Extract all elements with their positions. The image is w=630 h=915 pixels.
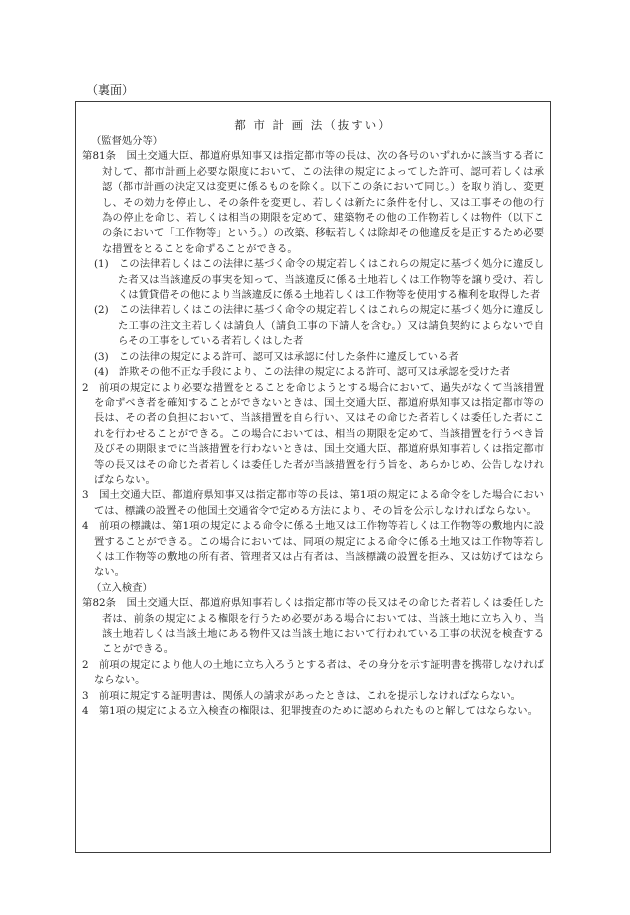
article-82-paragraph-4: 4 第1項の規定による立入検査の権限は、犯罪捜査のために認められたものと解してはならない。	[82, 705, 538, 718]
page-side-label: （裏面）	[86, 83, 135, 97]
article-81-item-3: (3) この法律の規定による許可、認可又は承認に付した条件に違反している者	[94, 350, 459, 363]
article-caption: （監督処分等）	[91, 135, 164, 147]
article-81: 第81条 国土交通大臣、都道府県知事又は指定都市等の長は、次の各号のいずれかに該当する者に対して、都市計画上必要な限度において、この法律の規定によってした許可、認可若しくは承認（都市計画の決定又は変更に係るものを除く。以下この条において同じ。）を取り消し、変更し、その効力を停止し、その条件を変更し、若しくは新たに条件を付し、又は工事その他の行為の停止を命じ、若しくは相当の期限を定めて、建築物その他の工作物若しくは物件（以下この条において「工作物等」という。）の改築、移転若しくは除却その他違反を是正するため必要な措置をとることを命ずることができる。	[82, 150, 544, 255]
article-81-item-1: (1) この法律若しくはこの法律に基づく命令の規定若しくはこれらの規定に基づく処分に違反した者又は当該違反の事実を知って、当該違反に係る土地若しくは工作物等を譲り受け、若しくは賃貸借その他により当該違反に係る土地若しくは工作物等を使用する権利を取得した者	[94, 258, 544, 302]
article-82-paragraph-3: 3 前項に規定する証明書は、関係人の請求があったときは、これを提示しなければならない。	[82, 689, 521, 702]
section-supervisory-disposition	[82, 134, 544, 581]
section-on-site-inspection	[82, 581, 544, 720]
article-82: 第82条 国土交通大臣、都道府県知事若しくは指定都市等の長又はその命じた者若しくは委任した者は、前条の規定による権限を行うため必要がある場合においては、当該土地に立ち入り、当該土地若しくは当該土地にある物件又は当該土地において行われている工事の状況を検査することができる。	[82, 597, 544, 656]
article-81-paragraph-2: 2 前項の規定により必要な措置をとることを命じようとする場合において、過失がなくて当該措置を命ずべき者を確知することができないときは、国土交通大臣、都道府県知事又は指定都市等の長は、その者の負担において、当該措置を自ら行い、又はその命じた者若しくは委任した者にこれを行わせることができる。この場合においては、相当の期限を定めて、当該措置を行うべき旨及びその期限までに当該措置を行わないときは、国土交通大臣、都道府県知事若しくは指定都市等の長又はその命じた者若しくは委任した者が当該措置を行う旨を、あらかじめ、公告しなければならない。	[82, 381, 544, 486]
article-82-paragraph-2: 2 前項の規定により他人の土地に立ち入ろうとする者は、その身分を示す証明書を携帯しなければならない。	[82, 658, 544, 687]
article-caption: （立入検査）	[91, 581, 153, 594]
article-81-item-4: (4) 詐欺その他不正な手段により、この法律の規定による許可、認可又は承認を受けた者	[94, 366, 511, 379]
article-81-paragraph-4: 4 前項の標識は、第1項の規定による命令に係る土地又は工作物等若しくは工作物等の敷地内に設置することができる。この場合においては、同項の規定による命令に係る土地又は工作物等若しくは工作物等の敷地の所有者、管理者又は占有者は、当該標識の設置を拒み、又は妨げてはならない。	[82, 520, 544, 579]
document-title: 都 市 計 画 法（抜すい）	[234, 118, 392, 132]
document-body	[82, 117, 544, 719]
article-81-item-2: (2) この法律若しくはこの法律に基づく命令の規定若しくはこれらの規定に基づく処分に違反した工事の注文主若しくは請負人（請負工事の下請人を含む。）又は請負契約によらないで自らその工事をしている者若しくはした者	[94, 304, 544, 348]
article-81-paragraph-3: 3 国土交通大臣、都道府県知事又は指定都市等の長は、第1項の規定による命令をした場合においては、標識の設置その他国土交通省令で定める方法により、その旨を公示しなければならない。	[82, 489, 544, 517]
